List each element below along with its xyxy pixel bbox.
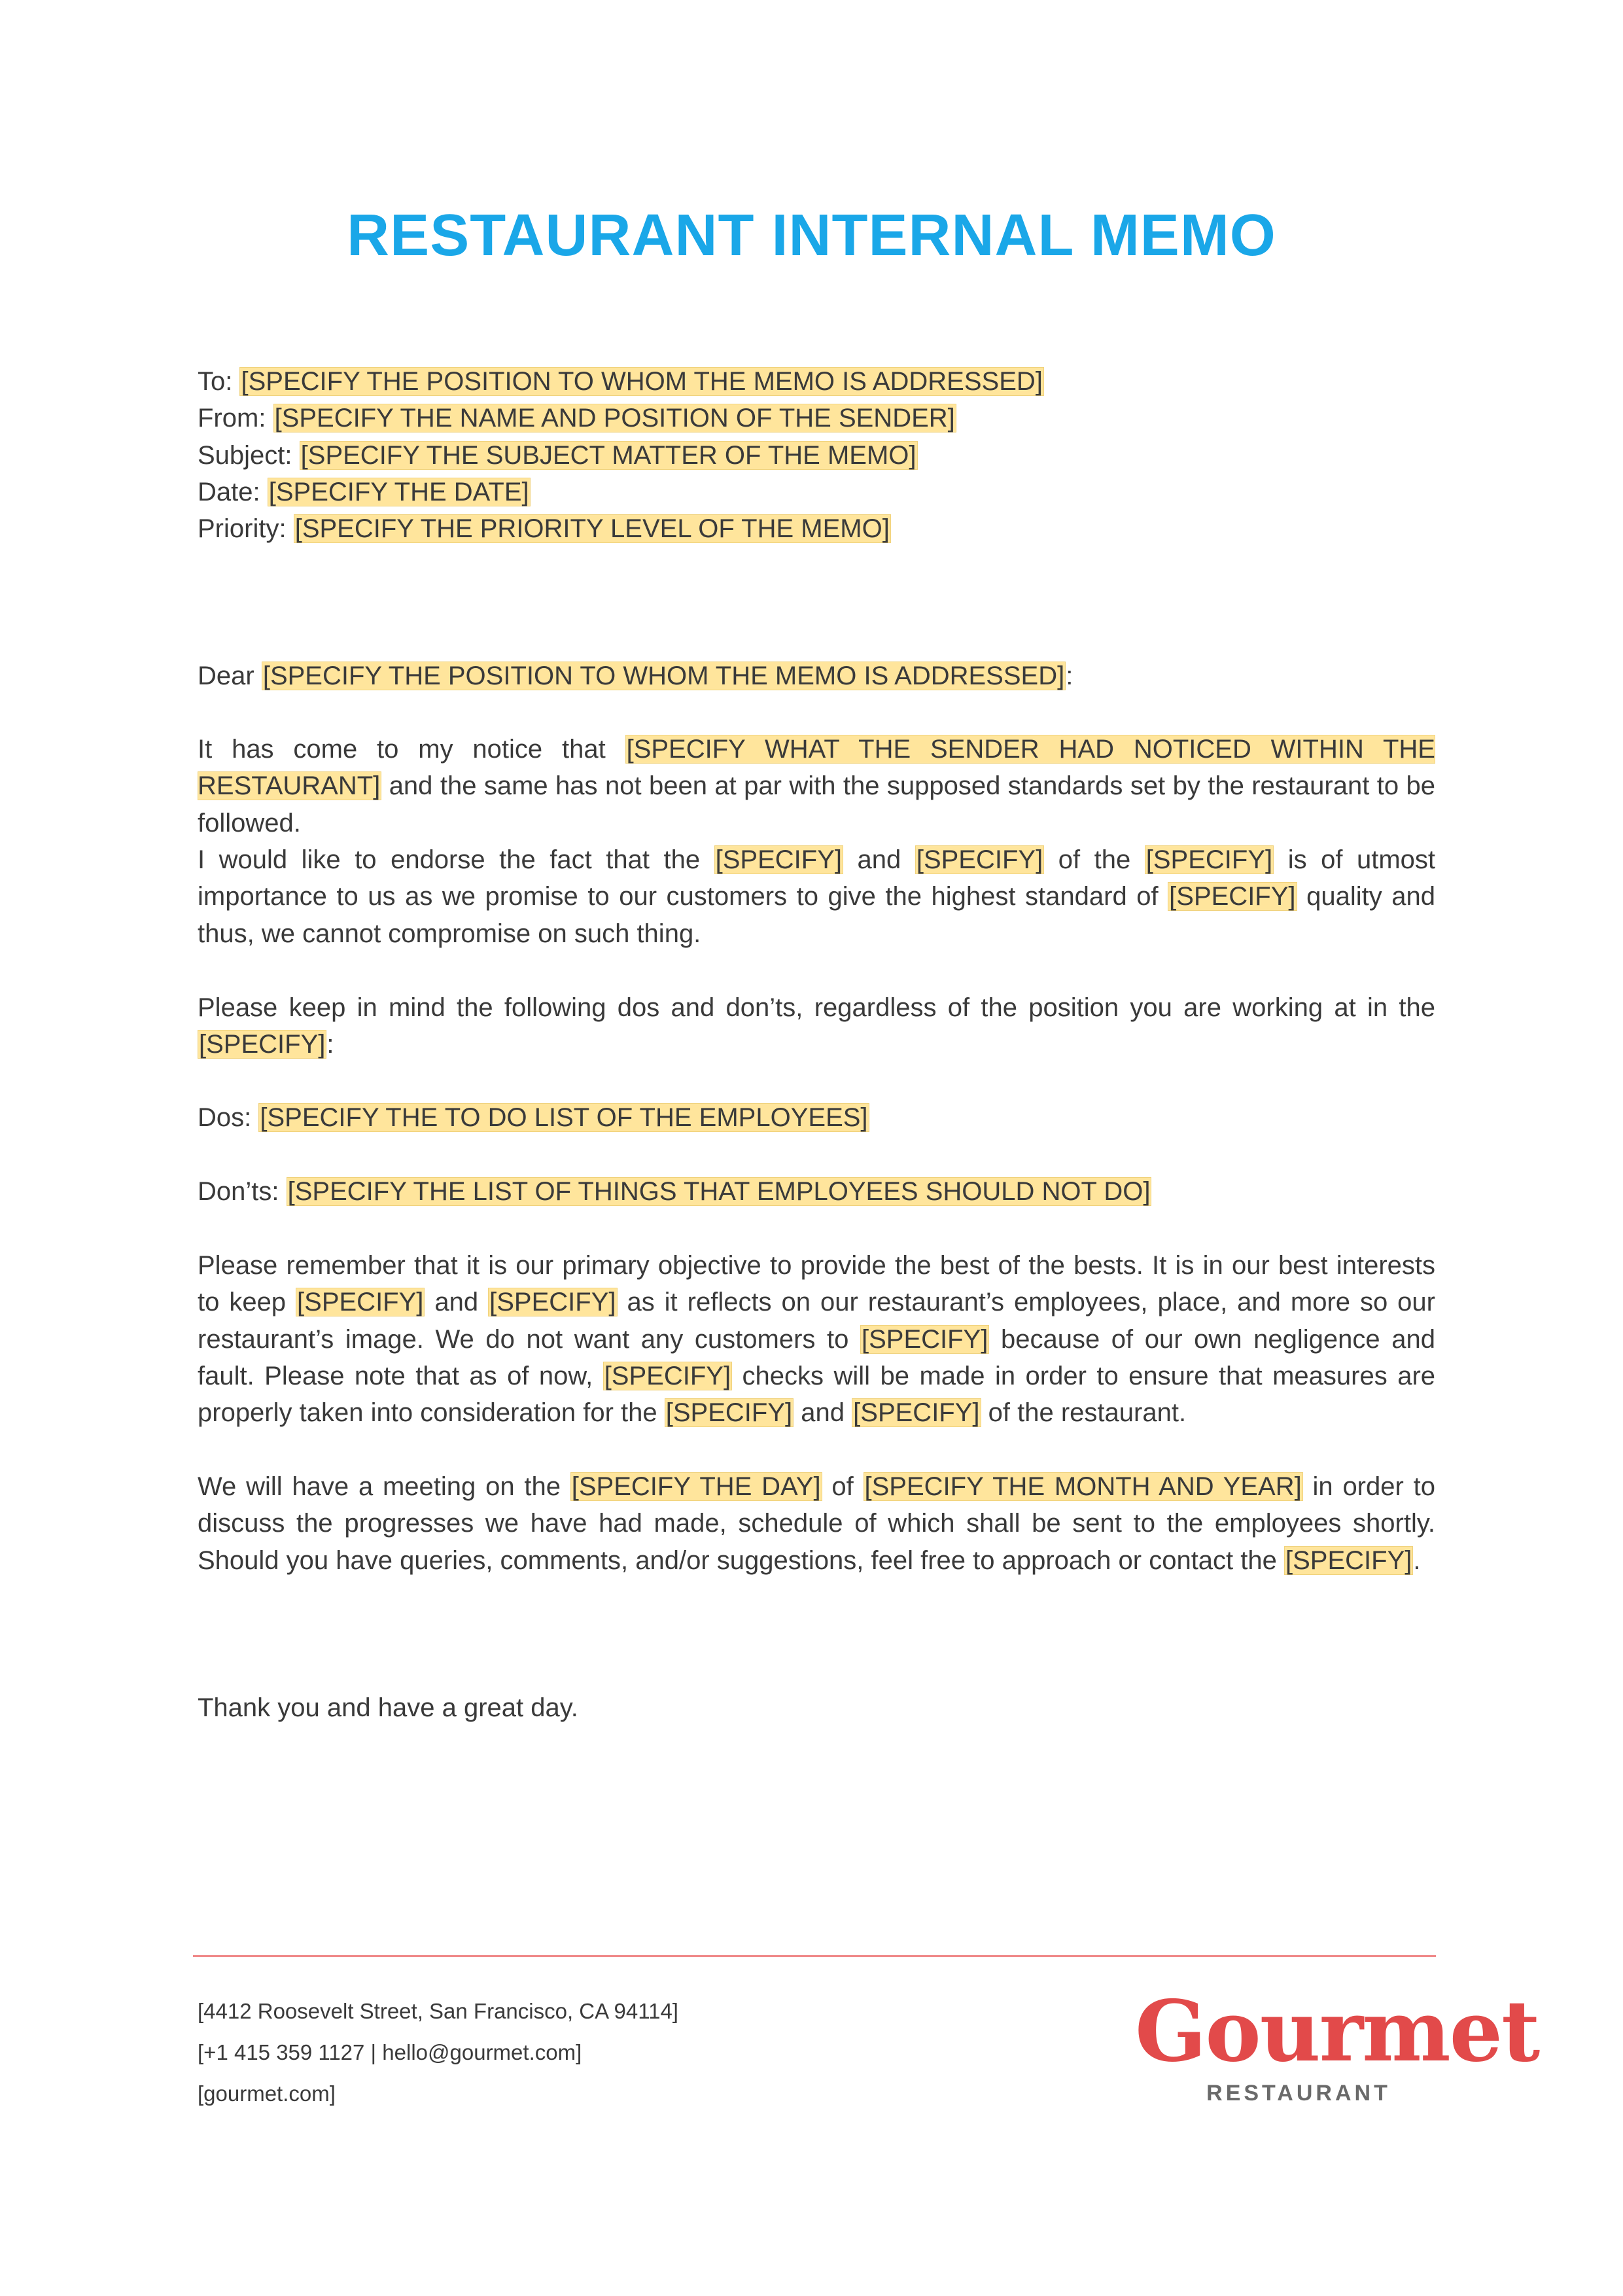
salutation-suffix: :	[1066, 662, 1073, 690]
to-line	[198, 363, 1435, 400]
para4-text-1: Please remember that it is our primary objective to provide the best of the bests. It is in our best interests to keep	[198, 1251, 1435, 1317]
memo-header	[198, 363, 1435, 547]
dos-value: [SPECIFY THE TO DO LIST OF THE EMPLOYEES]	[260, 1103, 868, 1132]
footer-contact: [+1 415 359 1127 | hello@gourmet.com]	[198, 2040, 582, 2064]
paragraph-dos-donts-intro	[198, 989, 1435, 1063]
para5-text-2: of	[831, 1472, 854, 1501]
salutation	[198, 658, 1435, 694]
from-label: From:	[198, 404, 266, 433]
subject-line	[198, 437, 1435, 474]
date-line	[198, 474, 1435, 510]
para4-placeholder-5: [SPECIFY]	[665, 1398, 793, 1428]
paragraph-endorse	[198, 841, 1435, 952]
para3-text-1: Please keep in mind the following dos and don’ts, regardless of the position you are working at in the	[198, 993, 1435, 1022]
paragraph-meeting	[198, 1468, 1435, 1579]
paragraph-notice	[198, 731, 1435, 841]
para1-text-1: It has come to my notice that	[198, 735, 606, 764]
donts-label: Don’ts:	[198, 1177, 279, 1206]
priority-label: Priority:	[198, 514, 287, 544]
date-label: Date:	[198, 477, 260, 506]
para4-placeholder-3: [SPECIFY]	[861, 1324, 988, 1354]
page-title: RESTAURANT INTERNAL MEMO	[347, 203, 1276, 268]
subject-label: Subject:	[198, 440, 292, 470]
para4-placeholder-4: [SPECIFY]	[604, 1361, 731, 1390]
salutation-value: [SPECIFY THE POSITION TO WHOM THE MEMO IS ADDRESSED]	[262, 662, 1065, 690]
para4-text-5: checks will be made in order to ensure that measures are properly taken into consideration for the	[198, 1361, 1436, 1428]
para1-placeholder-1: [SPECIFY WHAT THE SENDER HAD NOTICED WITHIN THE RESTAURANT]	[198, 735, 1435, 801]
salutation-prefix: Dear	[198, 662, 254, 690]
from-line	[198, 400, 1435, 436]
para5-text-1: We will have a meeting on the	[198, 1472, 561, 1501]
para2-text-4: is of utmost importance to us as we promise to our customers to give the highest standard of	[198, 845, 1436, 911]
para3-text-2: :	[326, 1030, 334, 1059]
date-value: [SPECIFY THE DATE]	[268, 477, 529, 506]
para4-placeholder-2: [SPECIFY]	[489, 1288, 616, 1317]
para4-text-6: and	[801, 1398, 845, 1428]
para5-placeholder-1: [SPECIFY THE DAY]	[571, 1472, 821, 1501]
para4-text-7: of the restaurant.	[988, 1398, 1187, 1428]
para2-text-1: I would like to endorse the fact that the	[198, 845, 701, 874]
para5-text-4: .	[1413, 1545, 1421, 1575]
to-label: To:	[198, 367, 233, 396]
para4-text-4: because of our own negligence and fault. Please note that as of now,	[198, 1324, 1435, 1390]
para2-text-2: and	[857, 845, 901, 874]
logo-subtitle: RESTAURANT	[1206, 2081, 1391, 2106]
donts-value: [SPECIFY THE LIST OF THINGS THAT EMPLOYEES SHOULD NOT DO]	[287, 1177, 1151, 1206]
para4-placeholder-6: [SPECIFY]	[853, 1398, 980, 1428]
para2-placeholder-2: [SPECIFY]	[916, 845, 1043, 874]
para1-text-2: and the same has not been at par with the supposed standards set by the restaurant to be followed.	[198, 771, 1435, 838]
priority-value: [SPECIFY THE PRIORITY LEVEL OF THE MEMO]	[294, 514, 890, 544]
logo-wordmark: Gourmet	[1135, 1983, 1539, 2081]
para4-placeholder-1: [SPECIFY]	[297, 1288, 424, 1317]
donts-line	[198, 1173, 1435, 1210]
footer-website: [gourmet.com]	[198, 2081, 336, 2106]
dos-label: Dos:	[198, 1103, 252, 1132]
subject-value: [SPECIFY THE SUBJECT MATTER OF THE MEMO]	[300, 440, 916, 470]
paragraph-objective	[198, 1247, 1435, 1431]
para5-text-3: in order to discuss the progresses we have had made, schedule of which shall be sent to the employees shortly. Should you have queries, comments, and/or suggestions, feel free to approach or contact the	[198, 1472, 1435, 1575]
para2-placeholder-1: [SPECIFY]	[715, 845, 843, 874]
para4-text-3: as it reflects on our restaurant’s employees, place, and more so our restaurant’s image. We do not want any customers to	[198, 1288, 1435, 1354]
footer-address: [4412 Roosevelt Street, San Francisco, CA 94114]	[198, 1999, 678, 2023]
priority-line	[198, 510, 1435, 547]
para2-placeholder-4: [SPECIFY]	[1169, 882, 1296, 911]
para5-placeholder-3: [SPECIFY]	[1285, 1545, 1412, 1575]
para2-text-3: of the	[1058, 845, 1131, 874]
from-value: [SPECIFY THE NAME AND POSITION OF THE SENDER]	[274, 404, 955, 433]
para3-placeholder-1: [SPECIFY]	[199, 1030, 326, 1059]
para5-placeholder-2: [SPECIFY THE MONTH AND YEAR]	[864, 1472, 1302, 1501]
closing-line: Thank you and have a great day.	[198, 1693, 578, 1722]
to-value: [SPECIFY THE POSITION TO WHOM THE MEMO IS ADDRESSED]	[241, 367, 1043, 396]
dos-line	[198, 1099, 1435, 1136]
para4-text-2: and	[434, 1288, 479, 1317]
footer-divider	[193, 1955, 1436, 1957]
para2-text-5: quality and thus, we cannot compromise on such thing.	[198, 882, 1435, 948]
para2-placeholder-3: [SPECIFY]	[1145, 845, 1273, 874]
